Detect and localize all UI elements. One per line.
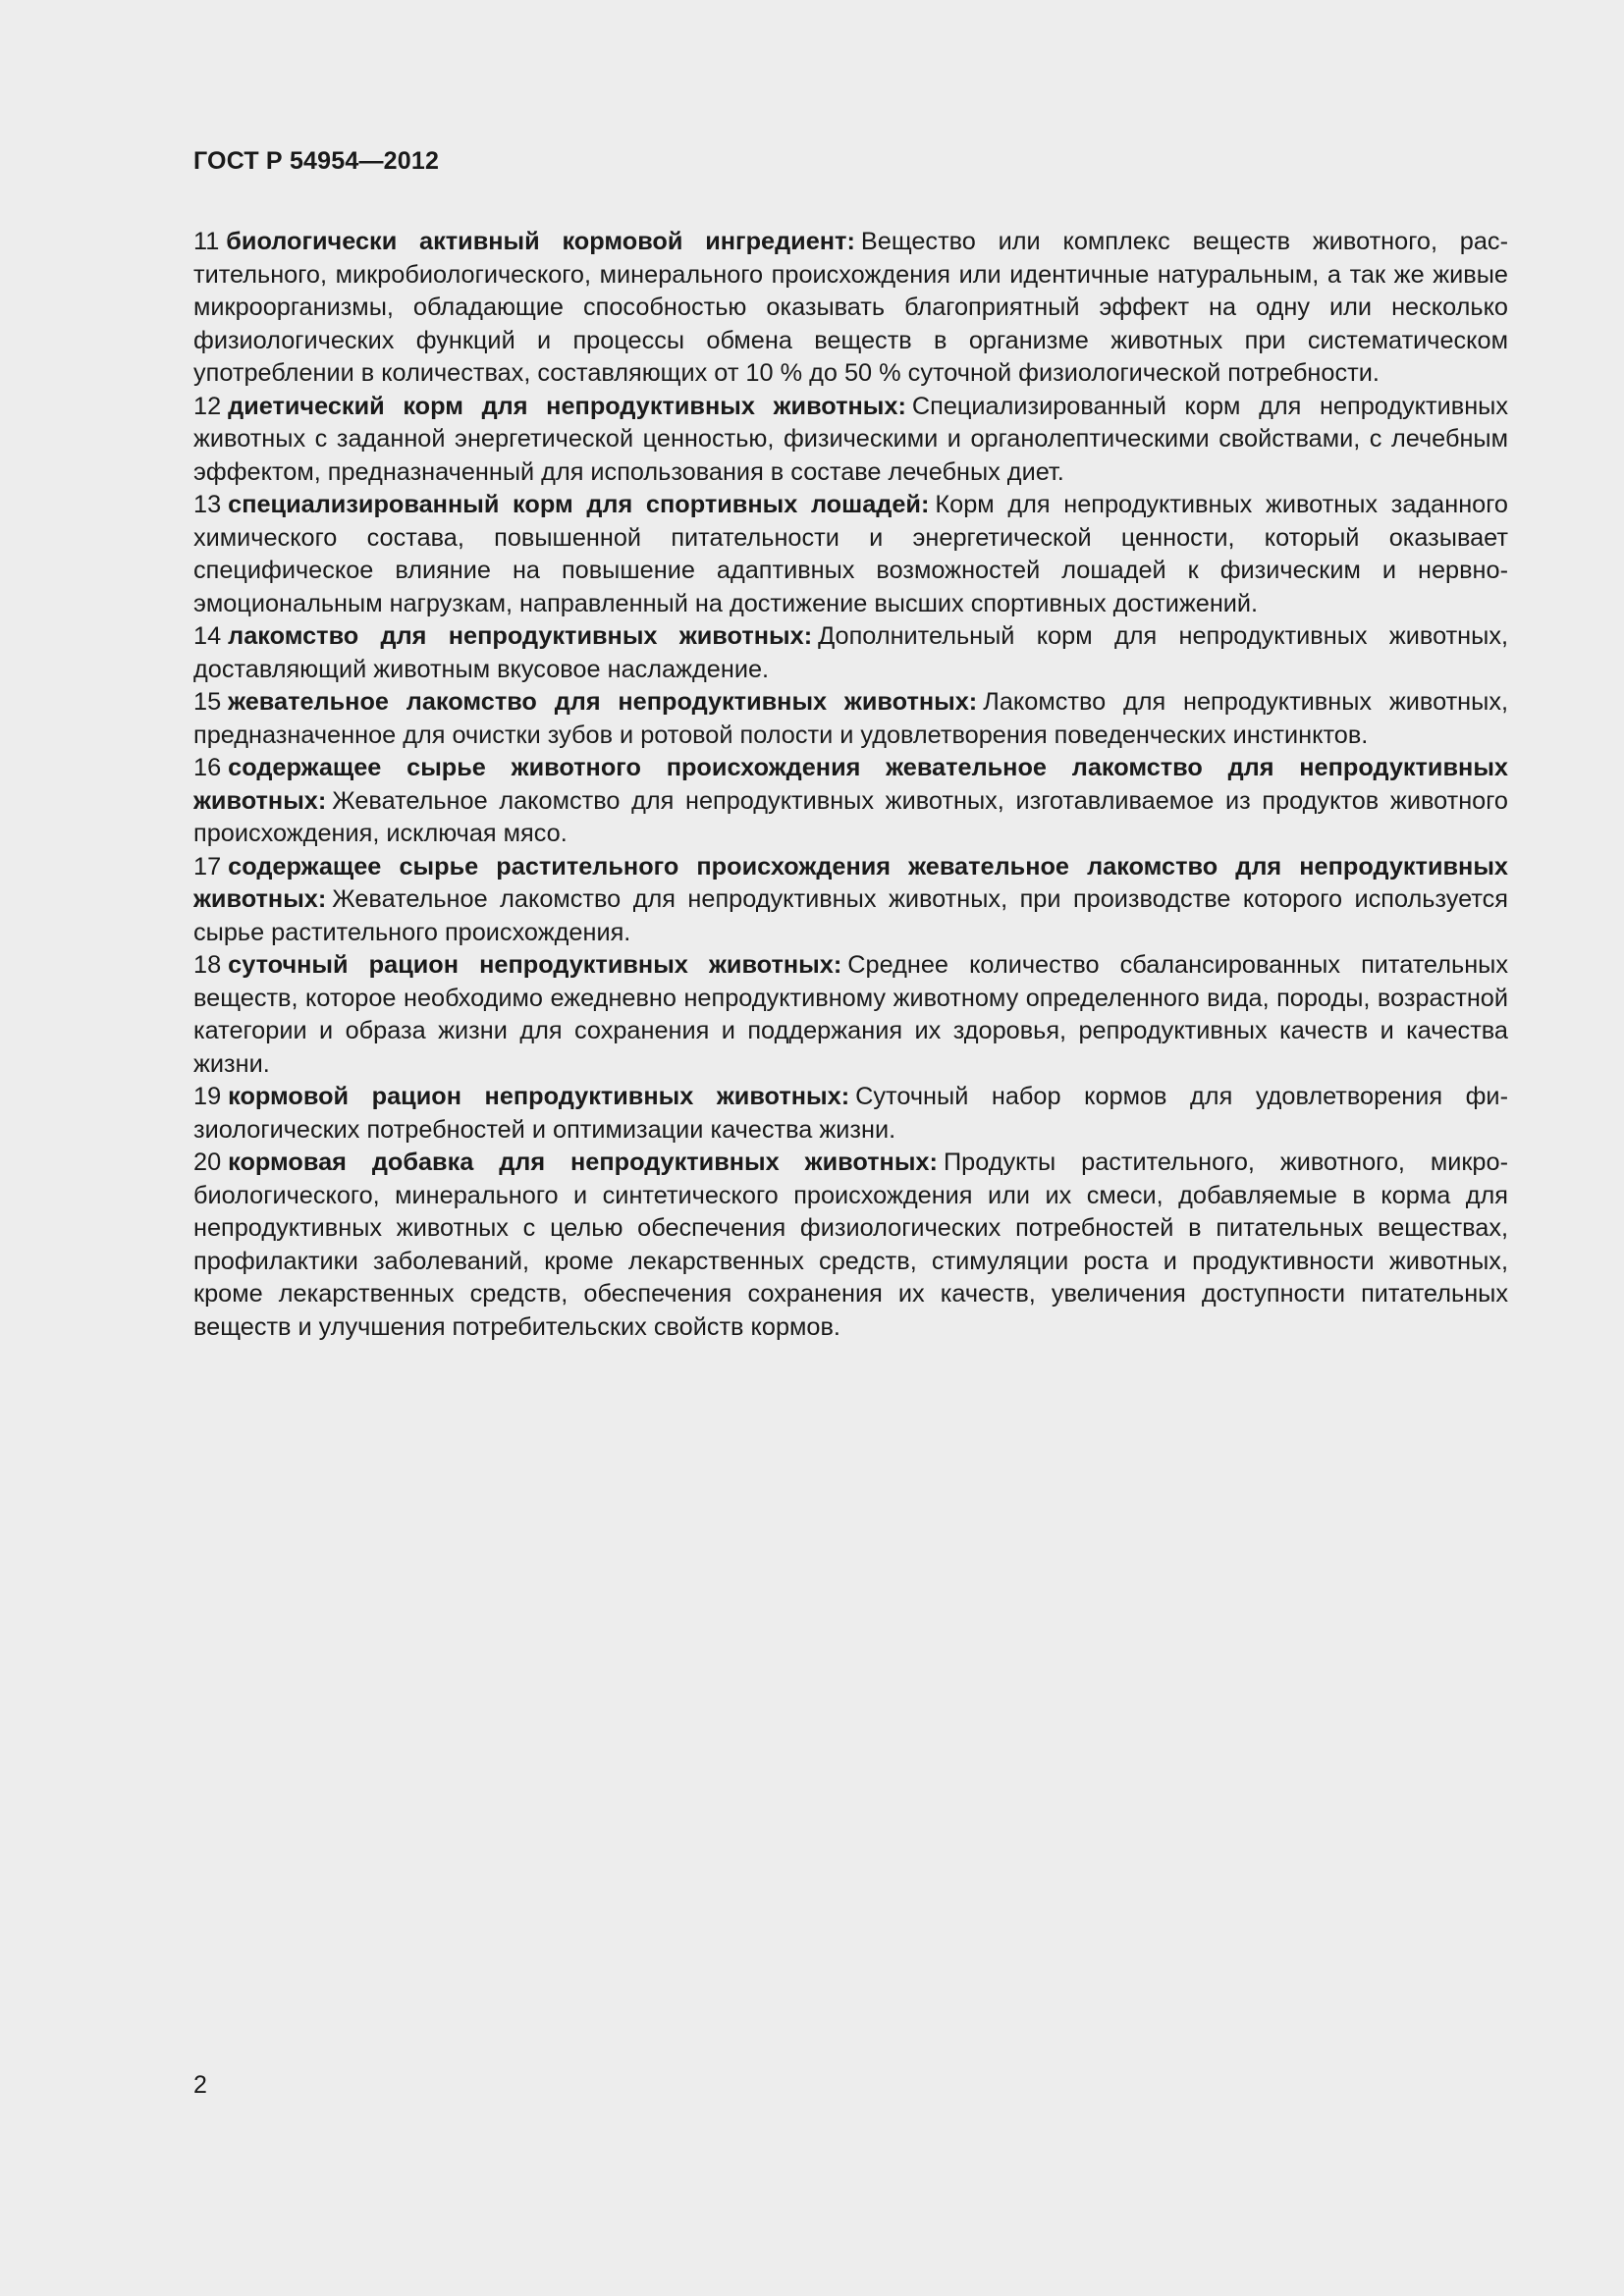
entry-number: 11 xyxy=(193,228,220,255)
definition-entry xyxy=(193,1147,1508,1344)
entry-number: 12 xyxy=(193,392,222,420)
definition-entry xyxy=(193,1081,1508,1147)
entry-definition: Среднее количество сбалансированных питательных веществ, которое необходимо ежедневно непродуктивному животному определенного вида, породы, возрастной категории и образа жизни для сохранения и поддержания их здоровья, репродуктивных качеств и качества жизни. xyxy=(193,951,1508,1078)
entry-definition: Корм для непродуктивных животных заданного химического состава, повышенной питательности и энергетической ценности, который оказывает специфическое влияние на повышение адаптивных возможностей лошадей к физическим и нервно-эмоциональным нагрузкам, направленный на достижение высших спортивных достижений. xyxy=(193,491,1508,617)
entry-number: 20 xyxy=(193,1148,222,1176)
page-number: 2 xyxy=(193,2071,207,2099)
entry-term: жевательное лакомство для непродуктивных животных: xyxy=(228,688,978,716)
definition-entry xyxy=(193,226,1508,391)
entry-definition: Жевательное лакомство для непродуктивных животных, изготавливаемое из продуктов животного происхождения, исключая мясо. xyxy=(193,786,1508,847)
entry-definition: Суточный набор кормов для удовлетворения физиологических потребностей и оптимизации качества жизни. xyxy=(193,1083,1508,1144)
entry-definition: Жевательное лакомство для непродуктивных животных, при производстве которого используется сырье растительного происхождения. xyxy=(193,885,1508,946)
entry-definition: Дополнительный корм для непродуктивных животных, доставляющий животным вкусовое наслаждение. xyxy=(193,622,1508,683)
entry-number: 15 xyxy=(193,688,222,716)
entry-term: биологически активный кормовой ингредиент: xyxy=(226,228,855,255)
entry-definition: Вещество или комплекс веществ животного, растительного, микробиологического, минерального происхождения или идентичные натуральным, а так же живые микроорганизмы, обладающие способностью оказывать благоприятный эффект на одну или несколько физиологических функций и процессы обмена веществ в организме животных при систематическом употреблении в количествах, составляющих от 10 % до 50 % суточной физиологической потребности. xyxy=(193,228,1508,387)
document-body xyxy=(193,226,1508,1344)
entry-definition: Лакомство для непродуктивных животных, предназначенное для очистки зубов и ротовой полости и удовлетворения поведенческих инстинктов. xyxy=(193,688,1508,749)
entry-number: 19 xyxy=(193,1083,222,1110)
entry-term: кормовой рацион непродуктивных животных: xyxy=(228,1083,850,1110)
entry-definition: Специализированный корм для непродуктивных животных с заданной энергетической ценностью, физическими и органолептическими свойствами, с лечебным эффектом, предназначенный для использования в составе лечебных диет. xyxy=(193,392,1508,486)
document-header: ГОСТ Р 54954—2012 xyxy=(193,147,440,175)
definition-entry xyxy=(193,489,1508,620)
definition-entry xyxy=(193,391,1508,490)
entry-term: кормовая добавка для непродуктивных животных: xyxy=(228,1148,938,1176)
entry-term: содержащее сырье растительного происхождения жевательное лакомство для непродуктивных животных: xyxy=(193,852,1508,913)
entry-term: специализированный корм для спортивных лошадей: xyxy=(228,491,930,518)
entry-number: 14 xyxy=(193,622,222,650)
entry-number: 16 xyxy=(193,754,222,781)
entry-definition: Продукты растительного, животного, микробиологического, минерального и синтетического происхождения или их смеси, добавляемые в корма для непродуктивных животных с целью обеспечения физиологических потребностей в питательных веществах, профилактики заболеваний, кроме лекарственных средств, стимуляции роста и продуктивности животных, кроме лекарственных средств, обеспечения сохранения их качеств, увеличения доступности питательных веществ и улучшения потребительских свойств кормов. xyxy=(193,1148,1508,1341)
definition-entry xyxy=(193,686,1508,752)
entry-number: 17 xyxy=(193,852,222,881)
entry-number: 13 xyxy=(193,491,222,518)
definition-entry xyxy=(193,949,1508,1081)
entry-number: 18 xyxy=(193,951,222,979)
definition-entry xyxy=(193,620,1508,686)
definition-entry xyxy=(193,752,1508,851)
entry-term: лакомство для непродуктивных животных: xyxy=(228,622,813,650)
entry-term: суточный рацион непродуктивных животных: xyxy=(228,951,842,979)
entry-term: содержащее сырье животного происхождения жевательное лакомство для непродуктивных животных: xyxy=(193,754,1508,815)
entry-term: диетический корм для непродуктивных животных: xyxy=(228,392,906,420)
definition-entry xyxy=(193,851,1508,950)
